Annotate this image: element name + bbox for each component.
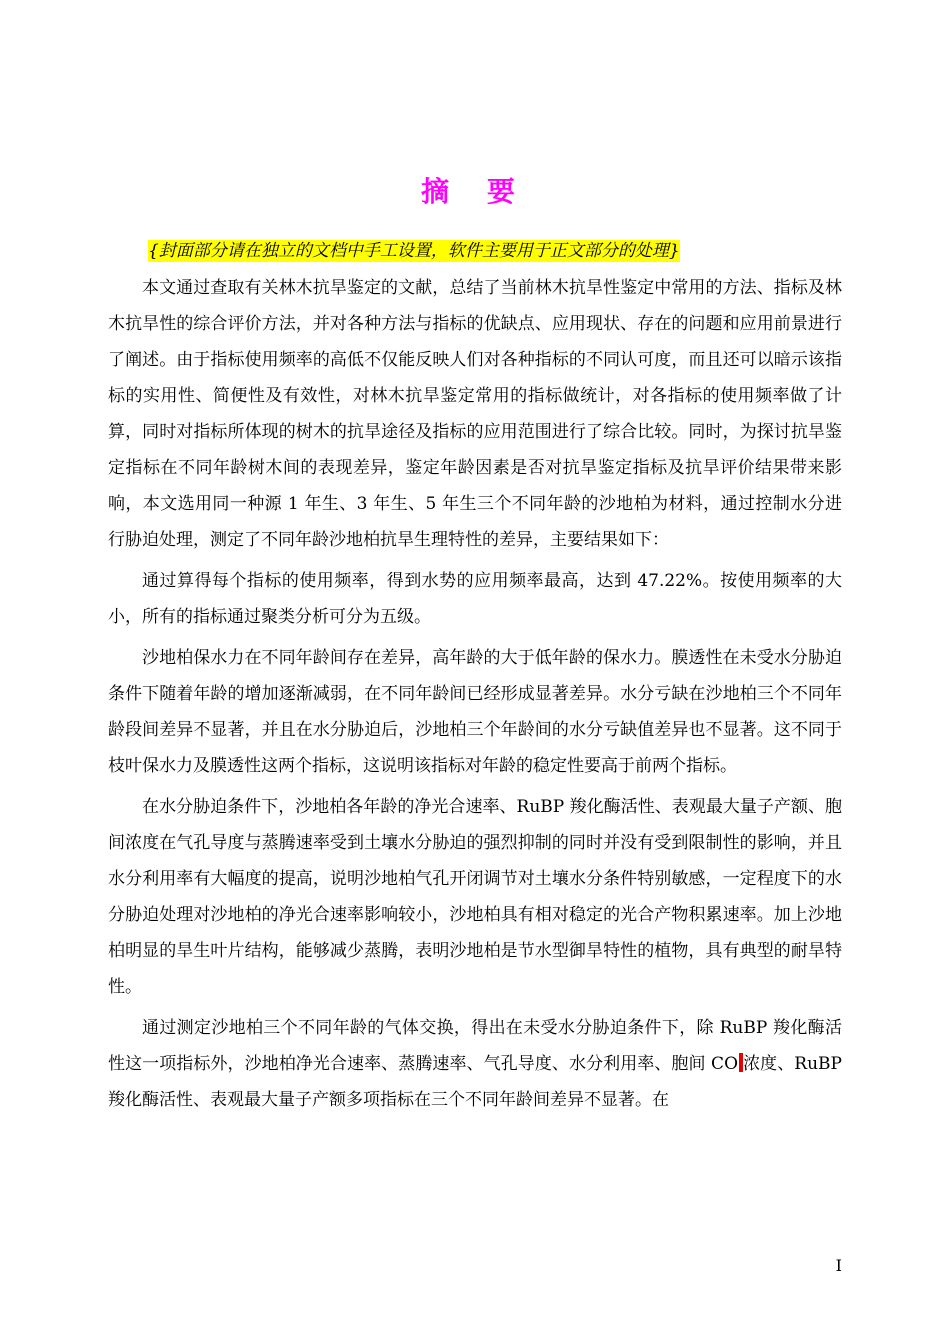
page-title: 摘 要 xyxy=(421,175,529,208)
paragraph-2: 通过算得每个指标的使用频率，得到水势的应用频率最高，达到 47.22%。按使用频率的大小，所有的指标通过聚类分析可分为五级。 xyxy=(108,571,842,627)
paragraph-1: 本文通过查取有关林木抗旱鉴定的文献，总结了当前林木抗旱性鉴定中常用的方法、指标及林木抗旱性的综合评价方法，并对各种方法与指标的优缺点、应用现状、存在的问题和应用前景进行了阐述。由于指标使用频率的高低不仅能反映人们对各种指标的不同认可度，而且还可以暗示该指标的实用性、简便性及有效性，对林木抗旱鉴定常用的指标做统计，对各指标的使用频率做了计算，同时对指标所体现的树木的抗旱途径及指标的应用范围进行了综合比较。同时，为探讨抗旱鉴定指标在不同年龄树木间的表现差异，鉴定年龄因素是否对抗旱鉴定指标及抗旱评价结果带来影响，本文选用同一种源 1 年生、3 年生、5 年生三个不同年龄的沙地柏为材料，通过控制水分进行胁迫处理，测定了不同年龄沙地柏抗旱生理特性的差异，主要结果如下： xyxy=(108,278,842,550)
page-number: I xyxy=(835,1256,842,1275)
paragraph-3: 沙地柏保水力在不同年龄间存在差异，高年龄的大于低年龄的保水力。膜透性在未受水分胁迫条件下随着年龄的增加逐渐减弱，在不同年龄间已经形成显著差异。水分亏缺在沙地柏三个不同年龄段间差异不显著，并且在水分胁迫后，沙地柏三个年龄间的水分亏缺值差异也不显著。这不同于枝叶保水力及膜透性这两个指标，这说明该指标对年龄的稳定性要高于前两个指标。 xyxy=(108,648,842,776)
abstract-body xyxy=(108,270,842,1118)
paragraph-5-part-2: 浓度、RuBP 羧化酶活性、表观最大量子产额多项指标在三个不同年龄间差异不显著。在 xyxy=(108,1054,842,1110)
paragraph-5 xyxy=(108,1010,842,1118)
highlighted-note: {封面部分请在独立的文档中手工设置，软件主要用于正文部分的处理} xyxy=(148,241,680,261)
paragraph-5-part-1: 通过测定沙地柏三个不同年龄的气体交换，得出在未受水分胁迫条件下，除 RuBP 羧化酶活性这一项指标外，沙地柏净光合速率、蒸腾速率、气孔导度、水分利用率、胞间 CO xyxy=(108,1018,842,1074)
paragraph-4: 在水分胁迫条件下，沙地柏各年龄的净光合速率、RuBP 羧化酶活性、表观最大量子产额、胞间浓度在气孔导度与蒸腾速率受到土壤水分胁迫的强烈抑制的同时并没有受到限制性的影响，并且水分利用率有大幅度的提高，说明沙地柏气孔开闭调节对土壤水分条件特别敏感，一定程度下的水分胁迫处理对沙地柏的净光合速率影响较小，沙地柏具有相对稳定的光合产物积累速率。加上沙地柏明显的旱生叶片结构，能够减少蒸腾，表明沙地柏是节水型御旱特性的植物，具有典型的耐旱特性。 xyxy=(108,797,842,997)
template-note xyxy=(148,236,848,266)
